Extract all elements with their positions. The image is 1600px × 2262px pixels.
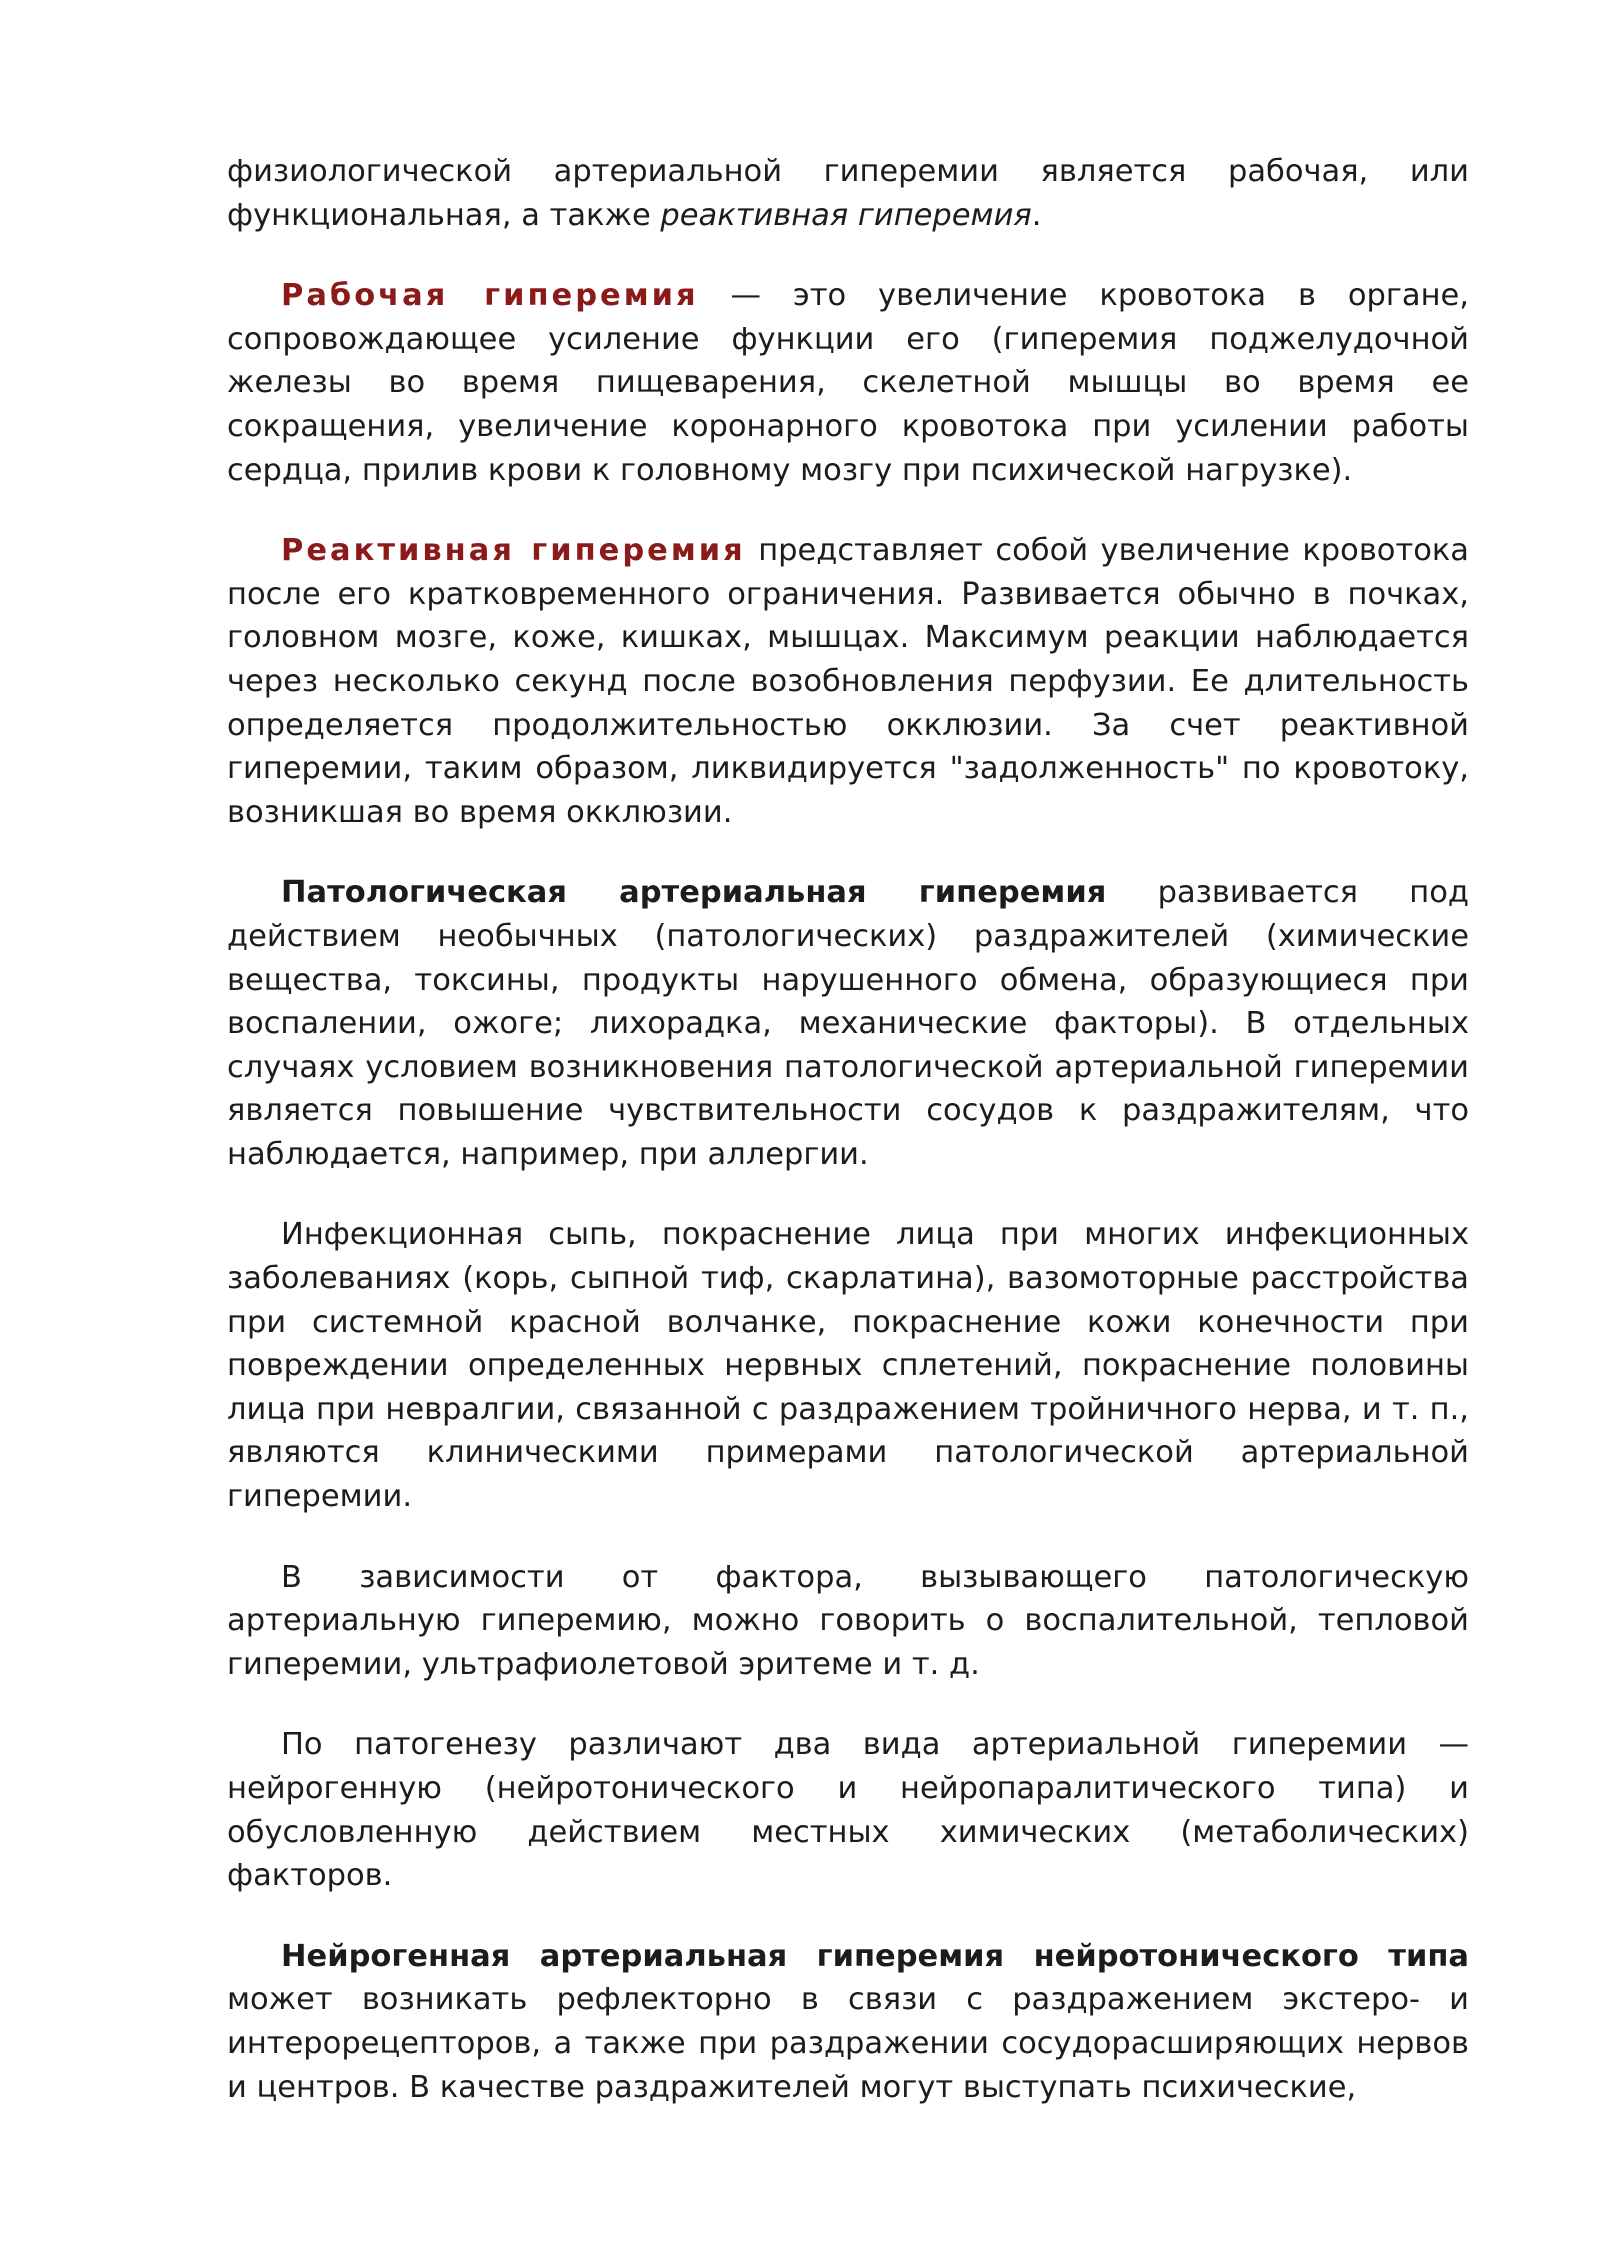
term-neurogenic-hyperemia: Нейрогенная артериальная гиперемия нейротонического типа [281,1938,1469,1974]
intro-text: физиологической артериальной гиперемии является рабочая, или функциональная, а также [227,154,1469,233]
term-reactive-hyperemia: Реактивная гиперемия [281,533,746,569]
clinical-examples-text: Инфекционная сыпь, покраснение лица при многих инфекционных заболеваниях (корь, сыпной тиф, скарлатина), вазомоторные расстройства при системной красной волчанке, покраснение кожи конечности при повреждении определенных нервных сплетений, покраснение половины лица при невралгии, связанной с раздражением тройничного нерва, и т. п., являются клиническими примерами патологической артериальной гиперемии. [227,1217,1469,1515]
paragraph-pathogenesis [227,1723,1469,1897]
pathogenesis-text: По патогенезу различают два вида артериальной гиперемии — нейрогенную (нейротонического и нейропаралитического типа) и обусловленную действием местных химических (метаболических) факторов. [227,1727,1469,1894]
reactive-hyperemia-italic: реактивная гиперемия [660,197,1032,233]
paragraph-pathological-hyperemia [227,871,1469,1176]
neurogenic-hyperemia-text: может возникать рефлекторно в связи с раздражением экстеро- и интерорецепторов, а также при раздражении сосудорасширяющих нервов и центров. В качестве раздражителей могут выступать психические, [227,1982,1469,2105]
term-pathological-hyperemia: Патологическая артериальная гиперемия [281,875,1107,911]
pathological-hyperemia-text: развивается под действием необычных (патологических) раздражителей (химические вещества, токсины, продукты нарушенного обмена, образующиеся при воспалении, ожоге; лихорадка, механические факторы). В отдельных случаях условием возникновения патологической артериальной гиперемии является повышение чувствительности сосудов к раздражителям, что наблюдается, например, при аллергии. [227,875,1469,1172]
term-working-hyperemia: Рабочая гиперемия [281,278,699,314]
document-page [227,150,1469,2146]
paragraph-working-hyperemia [227,274,1469,492]
paragraph-neurogenic-hyperemia [227,1935,1469,2109]
paragraph-reactive-hyperemia [227,529,1469,834]
working-hyperemia-text: — это увеличение кровотока в органе, сопровождающее усиление функции его (гиперемия поджелудочной железы во время пищеварения, скелетной мышцы во время ее сокращения, увеличение коронарного кровотока при усилении работы сердца, прилив крови к головному мозгу при психической нагрузке). [227,278,1469,488]
factor-dependence-text: В зависимости от фактора, вызывающего патологическую артериальную гиперемию, можно говорить о воспалительной, тепловой гиперемии, ультрафиолетовой эритеме и т. д. [227,1559,1469,1682]
paragraph-clinical-examples [227,1213,1469,1518]
paragraph-intro [227,150,1469,237]
intro-text-end: . [1031,197,1042,233]
reactive-hyperemia-text: представляет собой увеличение кровотока после его кратковременного ограничения. Развивается обычно в почках, головном мозге, коже, кишках, мышцах. Максимум реакции наблюдается через несколько секунд после возобновления перфузии. Ее длительность определяется продолжительностью окклюзии. За счет реактивной гиперемии, таким образом, ликвидируется "задолженность" по кровотоку, возникшая во время окклюзии. [227,533,1469,830]
paragraph-factor-dependence [227,1556,1469,1687]
